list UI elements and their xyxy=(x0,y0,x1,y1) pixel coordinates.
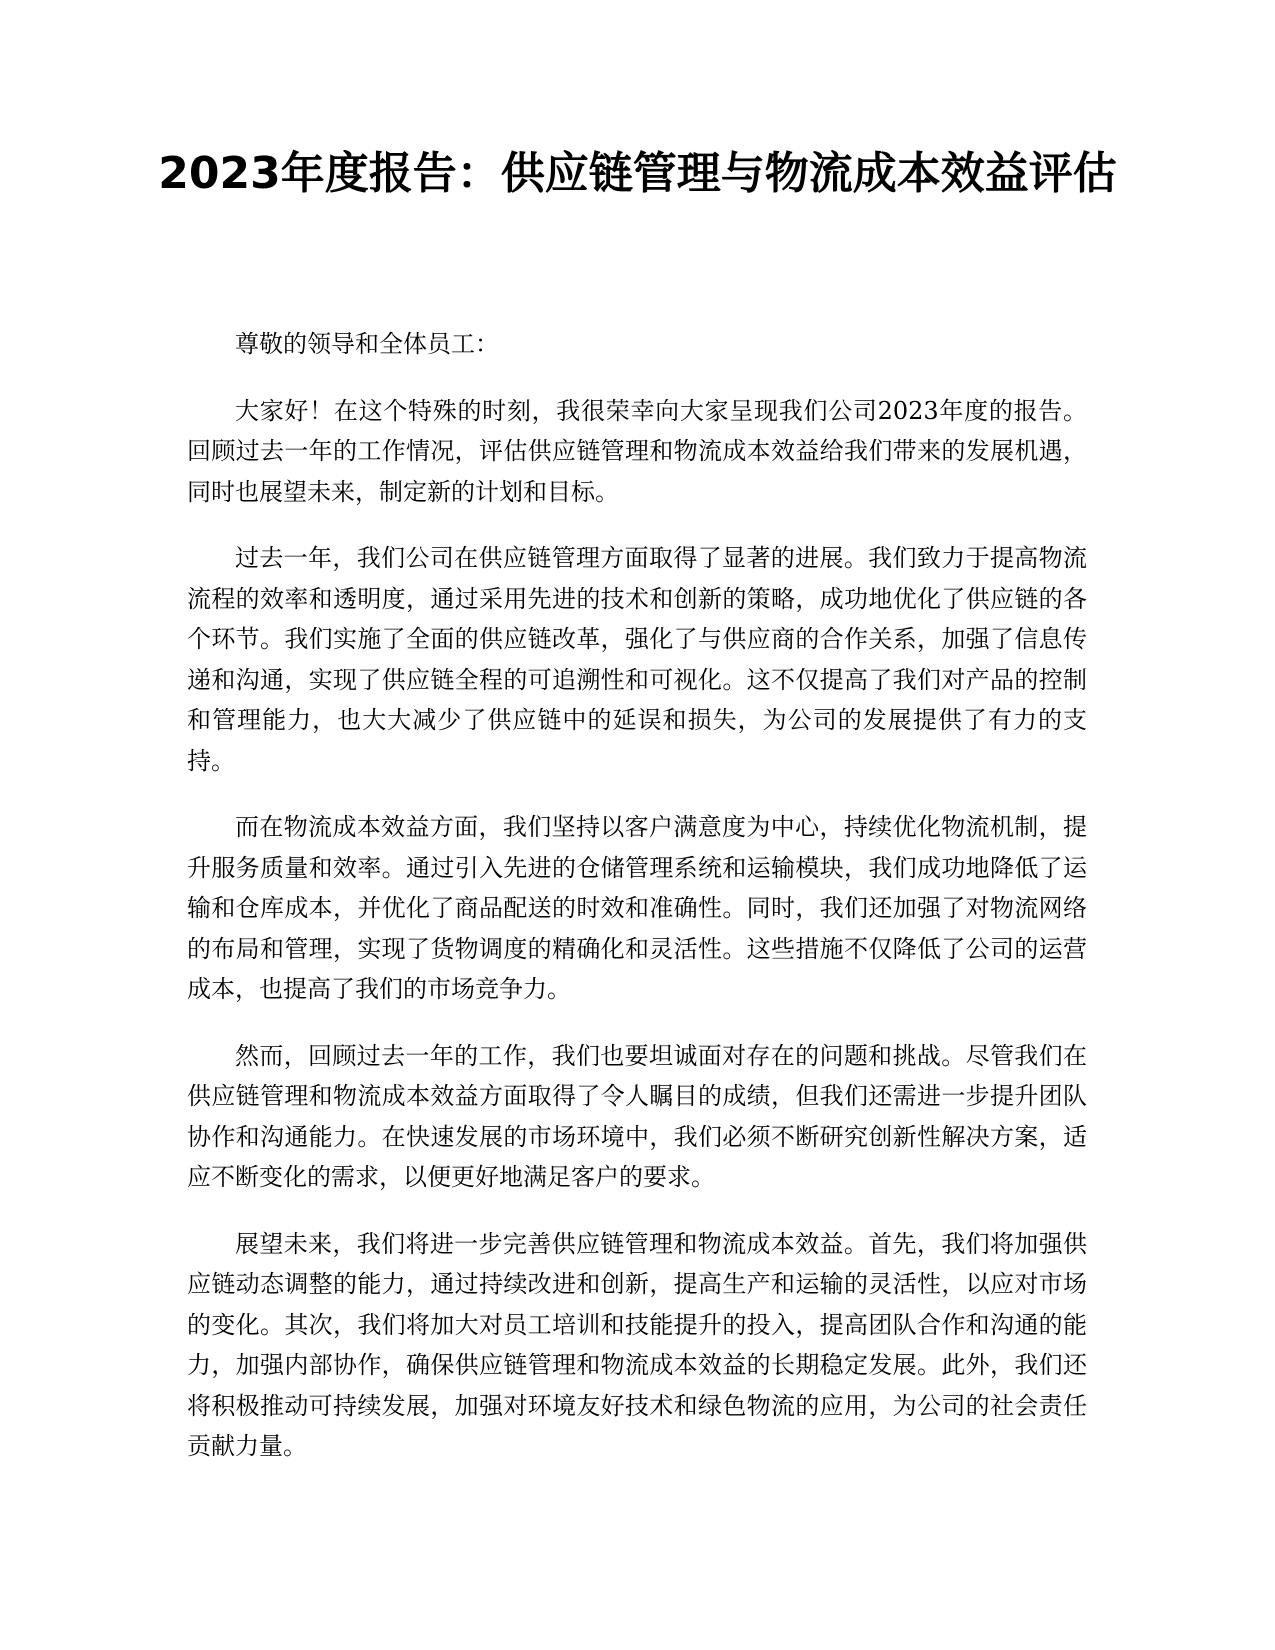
body-paragraph: 大家好！在这个特殊的时刻，我很荣幸向大家呈现我们公司2023年度的报告。回顾过去一年的工作情况，评估供应链管理和物流成本效益给我们带来的发展机遇，同时也展望未来，制定新的计划和目标。 xyxy=(187,396,1087,506)
body-paragraph: 过去一年，我们公司在供应链管理方面取得了显著的进展。我们致力于提高物流流程的效率和透明度，通过采用先进的技术和创新的策略，成功地优化了供应链的各个环节。我们实施了全面的供应链改革，强化了与供应商的合作关系，加强了信息传递和沟通，实现了供应链全程的可追溯性和可视化。这不仅提高了我们对产品的控制和管理能力，也大大减少了供应链中的延误和损失，为公司的发展提供了有力的支持。 xyxy=(187,544,1087,775)
body-paragraph: 展望未来，我们将进一步完善供应链管理和物流成本效益。首先，我们将加强供应链动态调整的能力，通过持续改进和创新，提高生产和运输的灵活性，以应对市场的变化。其次，我们将加大对员工培训和技能提升的投入，提高团队合作和沟通的能力，加强内部协作，确保供应链管理和物流成本效益的长期稳定发展。此外，我们还将积极推动可持续发展，加强对环境友好技术和绿色物流的应用，为公司的社会责任贡献力量。 xyxy=(187,1229,1087,1460)
body-paragraph: 然而，回顾过去一年的工作，我们也要坦诚面对存在的问题和挑战。尽管我们在供应链管理和物流成本效益方面取得了令人瞩目的成绩，但我们还需进一步提升团队协作和沟通能力。在快速发展的市场环境中，我们必须不断研究创新性解决方案，适应不断变化的需求，以便更好地满足客户的要求。 xyxy=(187,1041,1087,1191)
body-paragraph: 而在物流成本效益方面，我们坚持以客户满意度为中心，持续优化物流机制，提升服务质量和效率。通过引入先进的仓储管理系统和运输模块，我们成功地降低了运输和仓库成本，并优化了商品配送的时效和准确性。同时，我们还加强了对物流网络的布局和管理，实现了货物调度的精确化和灵活性。这些措施不仅降低了公司的运营成本，也提高了我们的市场竞争力。 xyxy=(187,813,1087,1003)
document-body xyxy=(187,324,1087,1493)
salutation-paragraph: 尊敬的领导和全体员工： xyxy=(235,330,499,358)
document-title: 2023年度报告：供应链管理与物流成本效益评估 xyxy=(158,148,1117,199)
